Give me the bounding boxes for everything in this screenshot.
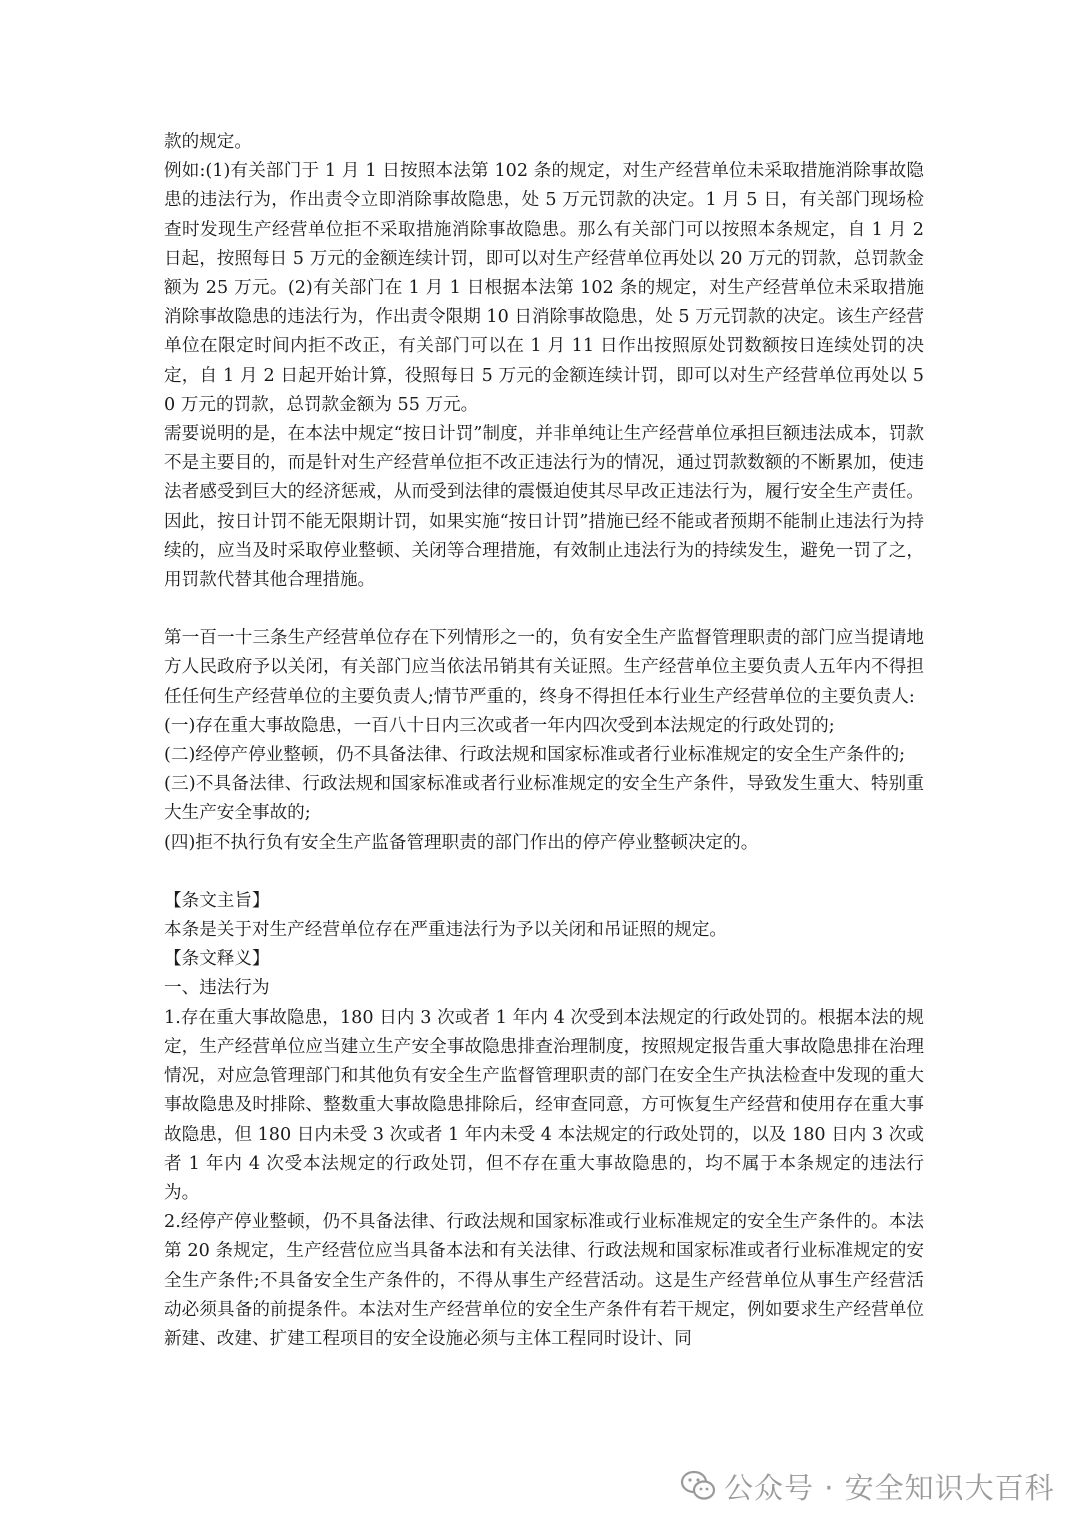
article-item-2: (二)经停产停业整顿，仍不具备法律、行政法规和国家标准或者行业标准规定的安全生产条件的; (164, 745, 906, 766)
section-heading-purpose: 【条文主旨】 (164, 890, 270, 911)
paragraph-purpose: 本条是关于对生产经营单位存在严重违法行为予以关闭和吊证照的规定。 (164, 920, 728, 941)
article-item-4: (四)拒不执行负有安全生产监备管理职责的部门作出的停产停业整顿决定的。 (164, 832, 759, 853)
wechat-icon (680, 1470, 716, 1502)
subsection-heading-violations: 一、违法行为 (164, 978, 270, 999)
article-113: 第一百一十三条生产经营单位存在下列情形之一的，负有安全生产监督管理职责的部门应当提请地方人民政府予以关闭，有关部门应当依法吊销其有关证照。生产经营单位主要负责人五年内不得担任任何生产经营单位的主要负责人;情节严重的，终身不得担任本行业生产经营单位的主要负责人: (164, 628, 924, 707)
article-item-1: (一)存在重大事故隐患，一百八十日内三次或者一年内四次受到本法规定的行政处罚的; (164, 715, 835, 736)
paragraph-violation-2: 2.经停产停业整顿，仍不具备法律、行政法规和国家标准或行业标准规定的安全生产条件的。本法第 20 条规定，生产经营位应当具备本法和有关法律、行政法规和国家标准或者行业标准规定的安全生产条件;不具备安全生产条件的，不得从事生产经营活动。这是生产经营单位从事生产经营活动必须具备的前提条件。本法对生产经营单位的安全生产条件有若干规定，例如要求生产经营单位新建、改建、扩建工程项目的安全设施必须与主体工程同时设计、同 (164, 1212, 924, 1349)
document-page (164, 128, 924, 1354)
watermark (680, 1464, 1055, 1508)
paragraph-violation-1: 1.存在重大事故隐患，180 日内 3 次或者 1 年内 4 次受到本法规定的行政处罚的。根据本法的规定，生产经营单位应当建立生产安全事故隐患排查治理制度，按照规定报告重大事故隐患排在治理情况，对应急管理部门和其他负有安全生产监督管理职责的部门在安全生产执法检查中发现的重大事故隐患及时排除、整数重大事故隐患排除后，经审查同意，方可恢复生产经营和使用存在重大事故隐患，但 180 日内未受 3 次或者 1 年内未受 4 本法规定的行政处罚的，以及 180 日内 3 次或者 1 年内 4 次受本法规定的行政处罚，但不存在重大事故隐患的，均不属于本条规定的违法行为。 (164, 1007, 924, 1203)
paragraph-gap (164, 595, 924, 624)
section-heading-interpretation: 【条文释义】 (164, 949, 270, 970)
paragraph-gap (164, 858, 924, 887)
paragraph-example: 例如:(1)有关部门于 1 月 1 日按照本法第 102 条的规定，对生产经营单位未采取措施消除事故隐患的违法行为，作出责令立即消除事故隐患，处 5 万元罚款的决定。1 月 5 日，有关部门现场检查时发现生产经营单位拒不采取措施消除事故隐患。那么有关部门可以按照本条规定，自 1 月 2 日起，按照每日 5 万元的金额连续计罚，即可以对生产经营单位再处以 20 万元的罚款，总罚款金额为 25 万元。(2)有关部门在 1 月 1 日根据本法第 102 条的规定，对生产经营单位未采取措施消除事故隐患的违法行为，作出责令限期 10 日消除事故隐患，处 5 万元罚款的决定。该生产经营单位在限定时间内拒不改正，有关部门可以在 1 月 11 日作出按照原处罚数额按日连续处罚的决定，自 1 月 2 日起开始计算，役照每日 5 万元的金额连续计罚，即可以对生产经营单位再处以 50 万元的罚款，总罚款金额为 55 万元。 (164, 161, 924, 415)
watermark-text: 公众号 · 安全知识大百科 (724, 1470, 1055, 1505)
paragraph-explanation: 需要说明的是，在本法中规定“按日计罚”制度，并非单纯让生产经营单位承担巨额违法成本，罚款不是主要目的，而是针对生产经营单位拒不改正违法行为的情况，通过罚款数额的不断累加，使违法者感受到巨大的经济惩戒，从而受到法律的震慑迫使其尽早改正违法行为，履行安全生产责任。因此，按日计罚不能无限期计罚，如果实施“按日计罚”措施已经不能或者预期不能制止违法行为持续的，应当及时采取停业整顿、关闭等合理措施，有效制止违法行为的持续发生，避免一罚了之，用罚款代替其他合理措施。 (164, 424, 924, 591)
article-item-3: (三)不具备法律、行政法规和国家标准或者行业标准规定的安全生产条件，导致发生重大、特别重大生产安全事故的; (164, 774, 924, 824)
paragraph-continuation: 款的规定。 (164, 132, 252, 152)
